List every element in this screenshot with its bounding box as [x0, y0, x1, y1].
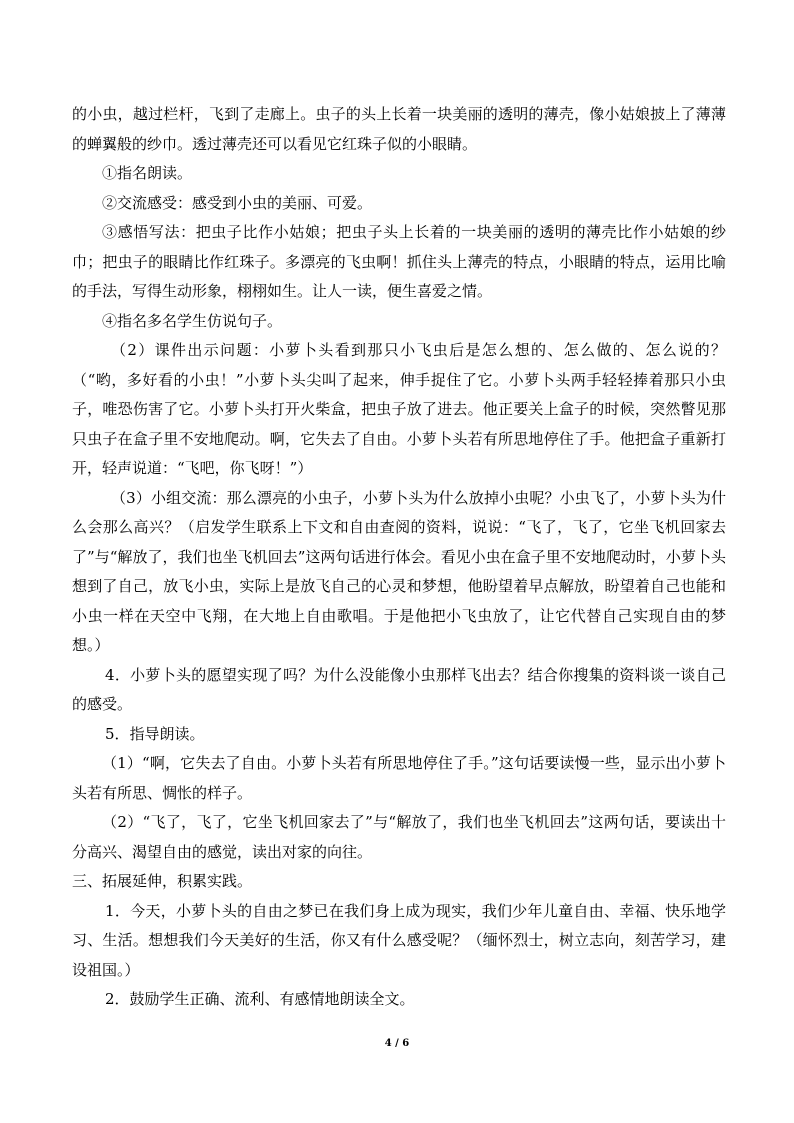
- paragraph-extension-1: 1．今天，小萝卜头的自由之梦已在我们身上成为现实，我们少年儿童自由、幸福、快乐地学习、生活。想想我们今天美好的生活，你又有什么感受呢？（缅怀烈士，树立志向，刻苦学习，建设祖国。）: [72, 901, 726, 979]
- paragraph-reading-2: （2）“飞了，飞了，它坐飞机回家去了”与“解放了，我们也坐飞机回去”这两句话，要读出十分高兴、渴望自由的感觉，读出对家的向往。: [72, 813, 726, 861]
- paragraph-question-3: （3）小组交流：那么漂亮的小虫子，小萝卜头为什么放掉小虫呢？小虫飞了，小萝卜头为什么会那么高兴？（启发学生联系上下文和自由查阅的资料，说说：“飞了，飞了，它坐飞机回家去了”与“解放了，我们也坐飞机回去”这两句话进行体会。看见小虫在盒子里不安地爬动时，小萝卜头想到了自己，放飞小虫，实际上是放飞自己的心灵和梦想，他盼望着早点解放，盼望着自己也能和小虫一样在天空中飞翔，在大地上自由歌唱。于是他把小飞虫放了，让它代替自己实现自由的梦想。）: [72, 488, 726, 654]
- paragraph-item-4: 4．小萝卜头的愿望实现了吗？为什么没能像小虫那样飞出去？结合你搜集的资料谈一谈自己的感受。: [72, 665, 726, 713]
- paragraph-step-2: ②交流感受：感受到小虫的美丽、可爱。: [102, 193, 373, 212]
- paragraph-step-1: ①指名朗读。: [102, 164, 193, 182]
- page-number: 4 / 6: [384, 1038, 410, 1049]
- paragraph-question-2: （2）课件出示问题：小萝卜头看到那只小飞虫后是怎么想的、怎么做的、怎么说的？（“哟，多好看的小虫！”小萝卜头尖叫了起来，伸手捉住了它。小萝卜头两手轻轻捧着那只小虫子，唯恐伤害了它。小萝卜头打开火柴盒，把虫子放了进去。他正要关上盒子的时候，突然瞥见那只虫子在盒子里不安地爬动。啊，它失去了自由。小萝卜头若有所思地停住了手。他把盒子重新打开，轻声说道：“飞吧，你飞呀！”）: [72, 341, 726, 477]
- paragraph-step-3: ③感悟写法：把虫子比作小姑娘；把虫子头上长着的一块美丽的透明的薄壳比作小姑娘的纱巾；把虫子的眼睛比作红珠子。多漂亮的飞虫啊！抓住头上薄壳的特点，小眼睛的特点，运用比喻的手法，写得生动形象，栩栩如生。让人一读，便生喜爱之情。: [72, 223, 726, 300]
- paragraph-item-5: 5．指导朗读。: [105, 724, 205, 743]
- paragraph-reading-1: （1）“啊，它失去了自由。小萝卜头若有所思地停住了手。”这句话要读慢一些，显示出小萝卜头若有所思、惆怅的样子。: [72, 754, 726, 802]
- section-heading-3: 三、拓展延伸，积累实践。: [72, 872, 253, 890]
- document-body: [72, 100, 726, 1015]
- paragraph-step-4: ④指名多名学生仿说句子。: [102, 311, 283, 330]
- paragraph-extension-2: 2．鼓励学生正确、流利、有感情地朗读全文。: [105, 990, 415, 1008]
- paragraph-continuation: 的小虫，越过栏杆，飞到了走廊上。虫子的头上长着一块美丽的透明的薄壳，像小姑娘披上了薄薄的蝉翼般的纱巾。透过薄壳还可以看见它红珠子似的小眼睛。: [72, 105, 726, 153]
